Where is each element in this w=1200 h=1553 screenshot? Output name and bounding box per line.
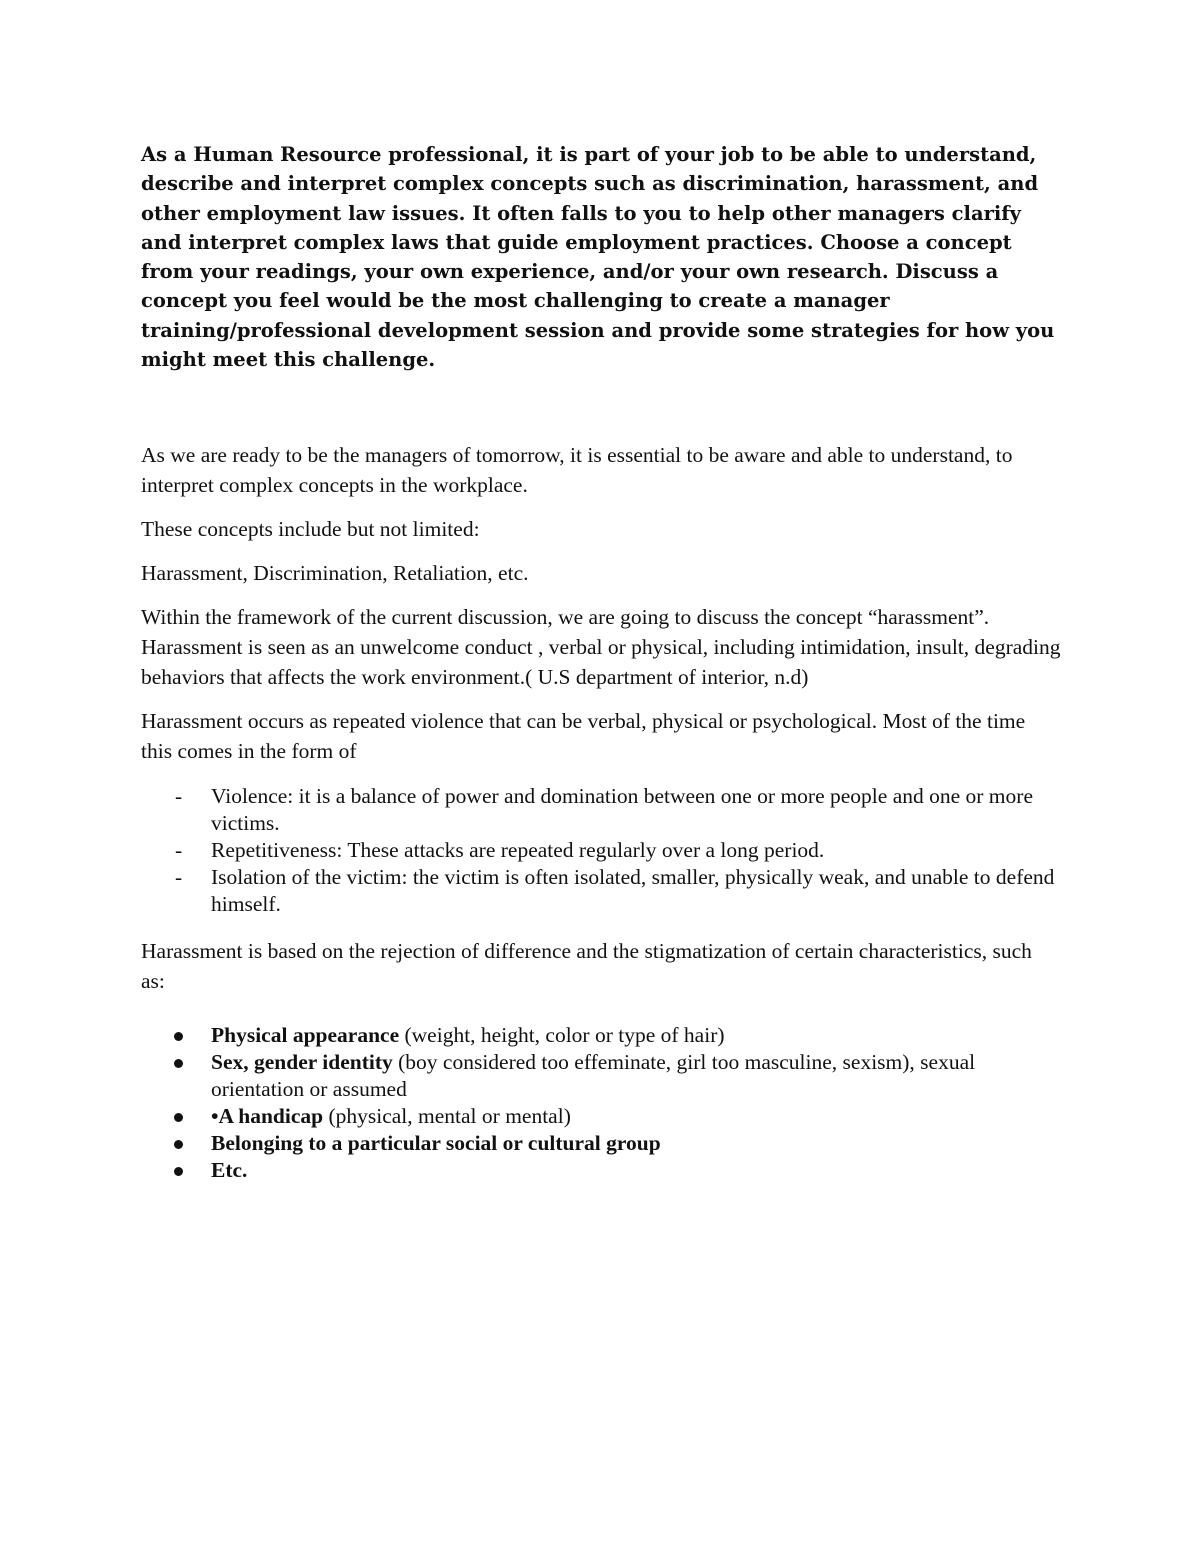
characteristic-bold: Etc. [211, 1158, 248, 1183]
intro-paragraph: As we are ready to be the managers of tomorrow, it is essential to be aware and able to understand, to interpret complex concepts in the workplace. [141, 443, 1013, 498]
characteristics-list [141, 1022, 1061, 1184]
assignment-prompt: As a Human Resource professional, it is part of your job to be able to understand, describe and interpret complex concepts such as discrimination, harassment, and other employment law issues. It often falls to you to help other managers clarify and interpret complex laws that guide employment practices. Choose a concept from your readings, your own experience, and/or your own research. Discuss a concept you feel would be the most challenging to create a manager training/professional development session and provide some strategies for how you might meet this challenge. [141, 143, 1055, 372]
dash-marker: - [175, 838, 183, 863]
bullet-icon [174, 1032, 183, 1041]
list-item-text: Repetitiveness: These attacks are repeated regularly over a long period. [211, 838, 825, 863]
characteristic-bold: Physical appearance [211, 1023, 400, 1048]
list-item [141, 864, 1061, 918]
list-item [141, 1157, 1061, 1184]
characteristic-detail: (physical, mental or mental) [323, 1104, 571, 1129]
dash-marker: - [175, 865, 183, 890]
bullet-icon [174, 1113, 183, 1122]
occurs-paragraph: Harassment occurs as repeated violence that can be verbal, physical or psychological. Most of the time this comes in the form of [141, 709, 1026, 764]
bullet-icon [174, 1167, 183, 1176]
bullet-icon [174, 1059, 183, 1068]
list-item [141, 1130, 1061, 1157]
concepts-lead-paragraph: These concepts include but not limited: [141, 517, 480, 542]
characteristic-bold: Sex, gender identity [211, 1050, 393, 1075]
list-item [141, 1022, 1061, 1049]
list-item [141, 1049, 1061, 1103]
list-item-text: Violence: it is a balance of power and domination between one or more people and one or more victims. [211, 784, 1033, 836]
characteristic-detail: (boy considered too effeminate, girl too masculine, sexism), sexual orientation or assumed [211, 1050, 976, 1102]
list-item [141, 1103, 1061, 1130]
bullet-icon [174, 1140, 183, 1149]
harassment-forms-list [141, 783, 1061, 918]
characteristic-bold: •A handicap [211, 1104, 324, 1129]
characteristic-detail: (weight, height, color or type of hair) [399, 1023, 725, 1048]
answer-body [141, 440, 1061, 1184]
concepts-list-paragraph: Harassment, Discrimination, Retaliation, etc. [141, 561, 529, 586]
definition-paragraph: Within the framework of the current discussion, we are going to discuss the concept “harassment”. Harassment is seen as an unwelcome conduct , verbal or physical, including intimidation, insult, degrading behaviors that affects the work environment.( U.S department of interior, n.d) [141, 605, 1061, 690]
characteristic-bold: Belonging to a particular social or cultural group [211, 1131, 661, 1156]
dash-marker: - [175, 784, 183, 809]
basis-paragraph: Harassment is based on the rejection of difference and the stigmatization of certain characteristics, such as: [141, 939, 1032, 994]
list-item [141, 783, 1061, 837]
document-page [141, 140, 1061, 1184]
list-item-text: Isolation of the victim: the victim is often isolated, smaller, physically weak, and unable to defend himself. [211, 865, 1055, 917]
list-item [141, 837, 1061, 864]
